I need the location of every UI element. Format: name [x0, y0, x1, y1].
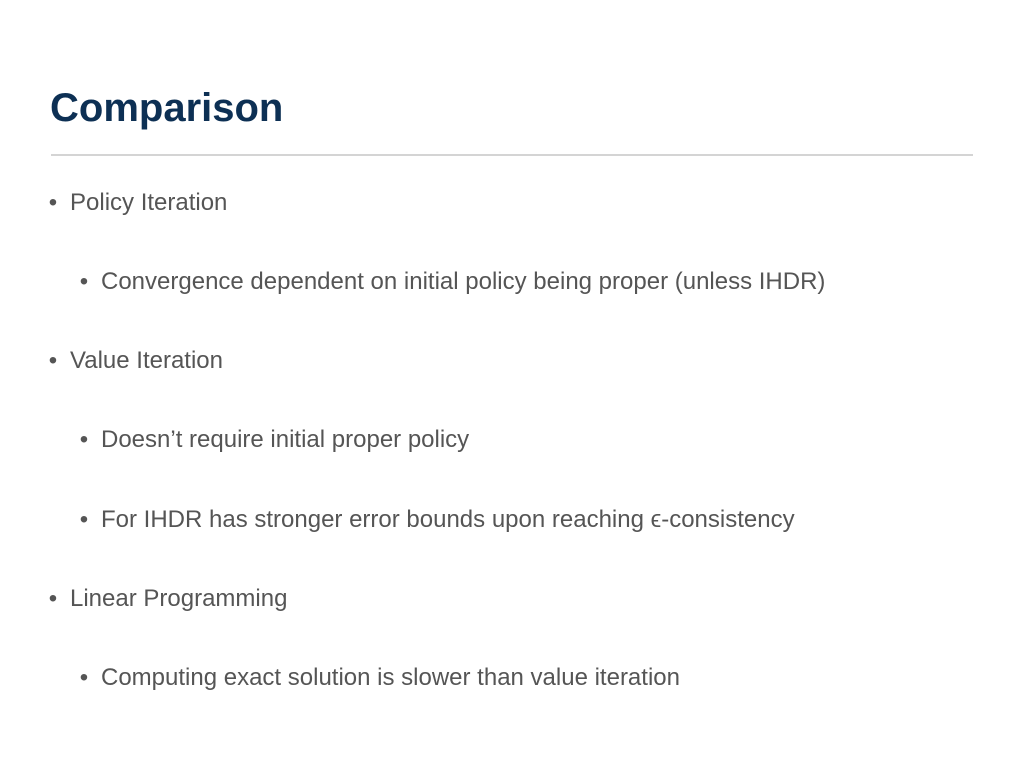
bullet-text: Value Iteration	[70, 347, 223, 374]
bullet-text: For IHDR has stronger error bounds upon reaching ϵ-consistency	[101, 506, 795, 533]
bullet-icon: •	[79, 664, 89, 691]
title-divider	[51, 154, 973, 156]
slide-title: Comparison	[50, 86, 284, 130]
bullet-text: Computing exact solution is slower than value iteration	[101, 664, 680, 691]
bullet-text: Linear Programming	[70, 585, 288, 612]
bullet-icon: •	[79, 268, 89, 295]
bullet-icon: •	[48, 585, 58, 612]
bullet-text: Convergence dependent on initial policy being proper (unless IHDR)	[101, 268, 826, 295]
bullet-text: Doesn’t require initial proper policy	[101, 426, 470, 453]
bullet-icon: •	[48, 347, 58, 374]
bullet-icon: •	[79, 506, 89, 533]
bullet-icon: •	[79, 426, 89, 453]
bullet-icon: •	[48, 189, 58, 216]
bullet-text: Policy Iteration	[70, 189, 228, 216]
